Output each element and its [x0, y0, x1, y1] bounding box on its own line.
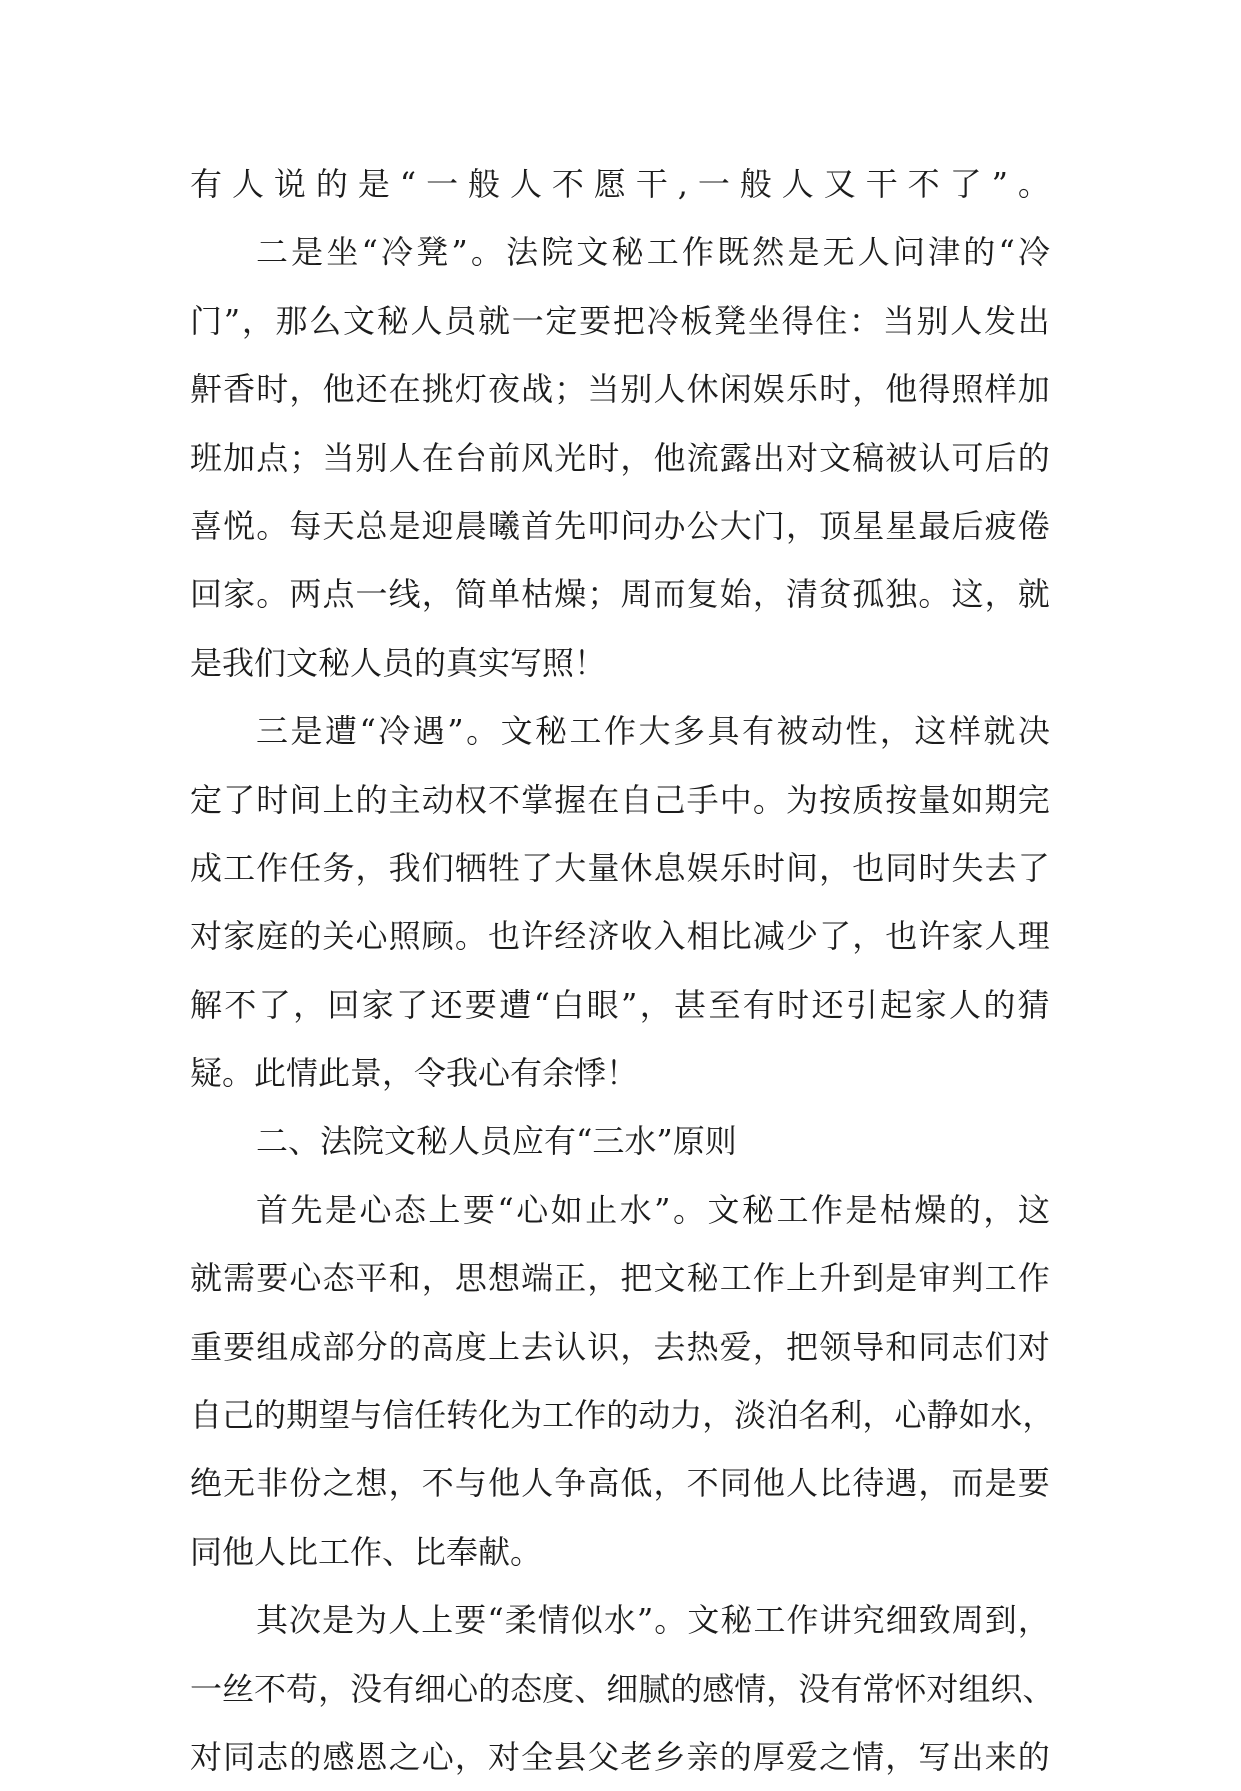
text-line: 三 是 遭 “ 冷 遇 ” 。 文 秘 工 作 大 多 具 有 被 动 性 ， 这 样 就 决: [256, 712, 1050, 751]
text-line: 班 加 点 ； 当 别 人 在 台 前 风 光 时 ， 他 流 露 出 对 文 稿 被 认 可 后 的: [190, 438, 1050, 477]
text-line: 对 同 志 的 感 恩 之 心 ， 对 全 县 父 老 乡 亲 的 厚 爱 之 情 ， 写 出 来 的: [190, 1737, 1050, 1776]
text-line: 首 先 是 心 态 上 要 “ 心 如 止 水 ” 。 文 秘 工 作 是 枯 燥 的 ， 这: [256, 1190, 1050, 1229]
text-line: 对 家 庭 的 关 心 照 顾 。 也 许 经 济 收 入 相 比 减 少 了 ， 也 许 家 人 理: [190, 917, 1050, 956]
section-heading: 二、法院文秘人员应有“三水”原则: [256, 1122, 737, 1161]
text-line: 其 次 是 为 人 上 要 “ 柔 情 似 水 ” 。 文 秘 工 作 讲 究 细 致 周 到 ，: [256, 1601, 1050, 1640]
text-line: 就 需 要 心 态 平 和 ， 思 想 端 正 ， 把 文 秘 工 作 上 升 到 是 审 判 工 作: [190, 1259, 1050, 1298]
text-line: 定 了 时 间 上 的 主 动 权 不 掌 握 在 自 己 手 中 。 为 按 质 按 量 如 期 完: [190, 780, 1050, 819]
text-line: 二 是 坐 “ 冷 凳 ” 。 法 院 文 秘 工 作 既 然 是 无 人 问 津 的 “ 冷: [256, 233, 1050, 272]
text-line: 门 ” ， 那 么 文 秘 人 员 就 一 定 要 把 冷 板 凳 坐 得 住 ： 当 别 人 发 出: [190, 301, 1050, 340]
text-line: 是我们文秘人员的真实写照！: [190, 643, 607, 682]
text-line: 自 己 的 期 望 与 信 任 转 化 为 工 作 的 动 力 ， 淡 泊 名 利 ， 心 静 如 水 ，: [190, 1396, 1055, 1435]
text-line: 一 丝 不 苟 ， 没 有 细 心 的 态 度 、 细 腻 的 感 情 ， 没 有 常 怀 对 组 织 、: [190, 1669, 1055, 1708]
document-body: [190, 150, 1055, 1791]
text-line: 重 要 组 成 部 分 的 高 度 上 去 认 识 ， 去 热 爱 ， 把 领 导 和 同 志 们 对: [190, 1327, 1050, 1366]
text-line: 回 家 。 两 点 一 线 ， 简 单 枯 燥 ； 周 而 复 始 ， 清 贫 孤 独 。 这 ， 就: [190, 575, 1050, 614]
text-line: 绝 无 非 份 之 想 ， 不 与 他 人 争 高 低 ， 不 同 他 人 比 待 遇 ， 而 是 要: [190, 1464, 1050, 1503]
text-line: 喜 悦 。 每 天 总 是 迎 晨 曦 首 先 叩 问 办 公 大 门 ， 顶 星 星 最 后 疲 倦: [190, 506, 1050, 545]
text-line: 鼾 香 时 ， 他 还 在 挑 灯 夜 战 ； 当 别 人 休 闲 娱 乐 时 ， 他 得 照 样 加: [190, 370, 1050, 409]
text-line: 疑。此情此景，令我心有余悸！: [190, 1054, 639, 1093]
text-line: 解 不 了 ， 回 家 了 还 要 遭 “ 白 眼 ” ， 甚 至 有 时 还 引 起 家 人 的 猜: [190, 985, 1050, 1024]
text-line: 成 工 作 任 务 ， 我 们 牺 牲 了 大 量 休 息 娱 乐 时 间 ， 也 同 时 失 去 了: [190, 848, 1050, 887]
text-line: 有 人 说 的 是 “ 一 般 人 不 愿 干 , 一 般 人 又 干 不 了 ” 。: [190, 165, 1050, 203]
text-line: 同他人比工作、比奉献。: [190, 1532, 543, 1571]
